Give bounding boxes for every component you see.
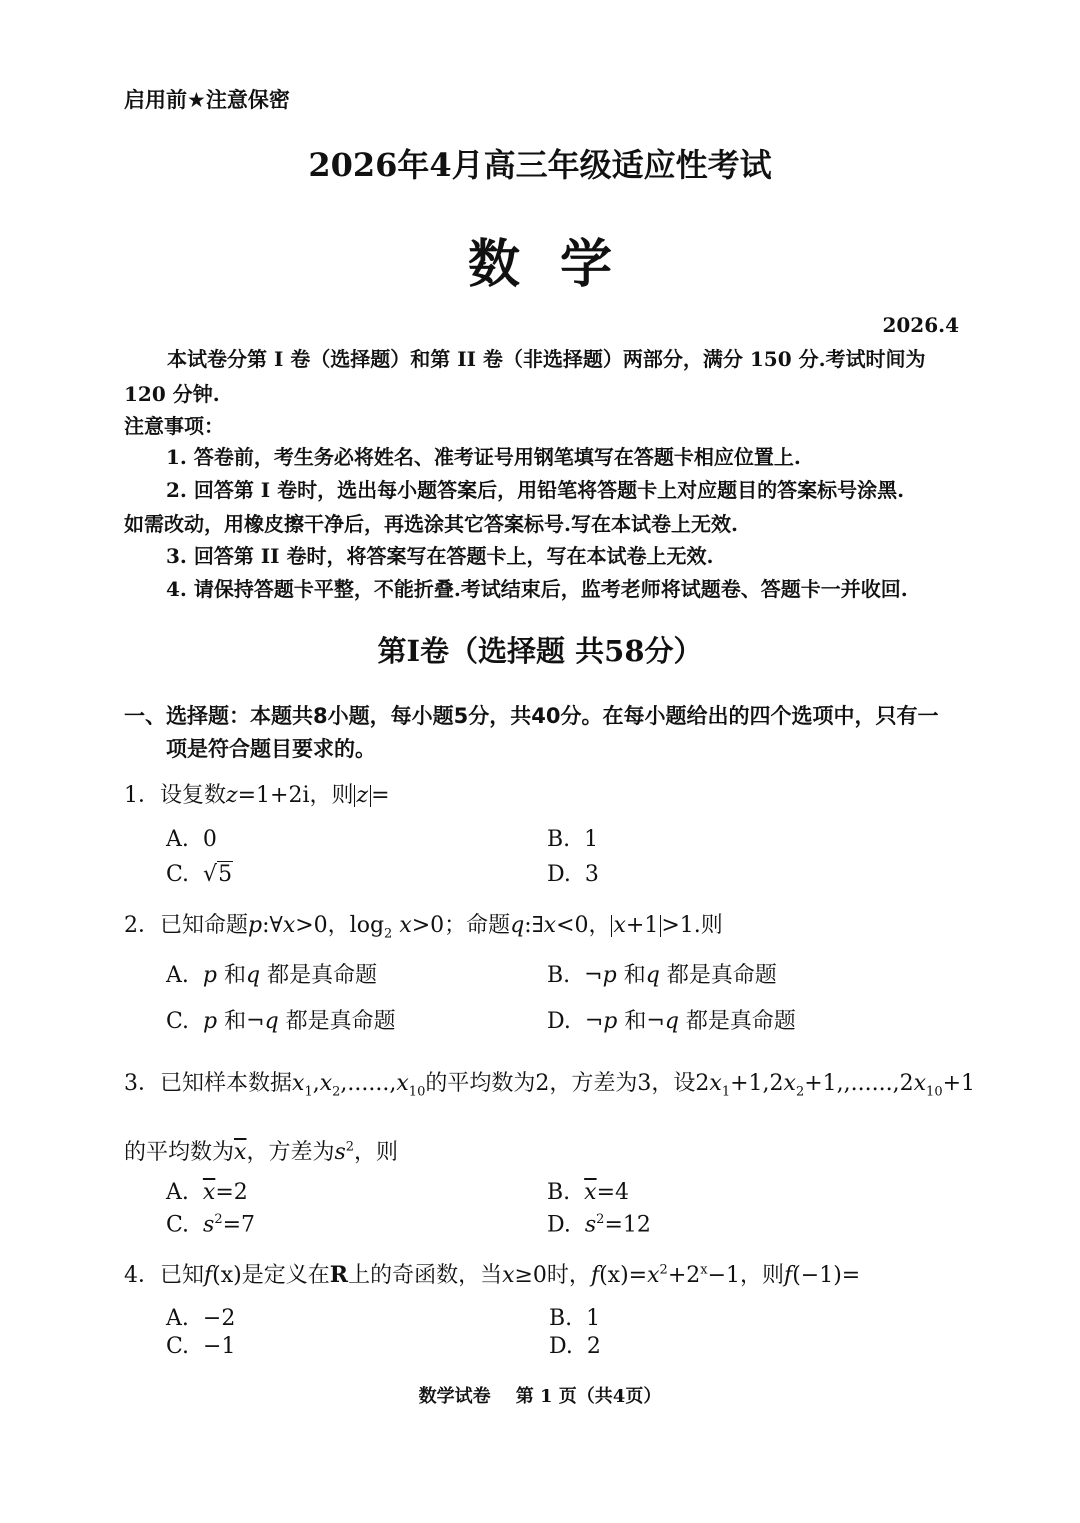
question-3-stem: 3．已知样本数据$x_1,x_2,......,x_{10}$的平均数为2，方差为3，设$2x_1+1,2x_2+1,,......,2x_{10}+1$ (124, 1071, 976, 1100)
option-label: C. (166, 1009, 190, 1034)
option-text: 3 (584, 862, 599, 887)
notice-item-3: 3. 回答第 II 卷时，将答案写在答题卡上，写在本试卷上无效. (166, 544, 714, 568)
q3-variance: 3 (637, 1071, 652, 1096)
q4-option-c (166, 1334, 235, 1359)
option-text: 和¬ (224, 1009, 265, 1034)
var-s: s (203, 1212, 215, 1238)
option-label: D. (547, 1212, 571, 1238)
var-p: p (203, 1009, 218, 1034)
q2-cond: >0， (295, 913, 350, 938)
option-text: −1 (203, 1334, 236, 1359)
q2-text-2: >0；命题 (411, 913, 511, 938)
q2-option-a (166, 958, 377, 989)
question-number: 1． (124, 783, 160, 808)
exam-date: 2026.4 (882, 313, 959, 337)
option-label: D. (549, 1334, 573, 1359)
q2-log-base: 2 (384, 926, 393, 942)
option-text: 0 (202, 827, 217, 852)
q2-option-c (166, 1004, 396, 1035)
q2-option-b (547, 958, 777, 989)
q2-var-x: x (543, 913, 557, 938)
q2-text: 已知命题 (160, 913, 249, 938)
option-label: B. (547, 827, 571, 852)
intro-line-2: 120 分钟. (124, 382, 220, 406)
subscript: 10 (408, 1084, 426, 1100)
var-x: x (292, 1071, 305, 1096)
q3-mean: 2 (535, 1071, 550, 1096)
var-q: q (664, 1009, 679, 1034)
q3-text-5: 的平均数为 (124, 1140, 235, 1165)
q4-text-3: 上的奇函数，当 (348, 1263, 503, 1288)
var-x: x (502, 1263, 515, 1288)
var-f: f (590, 1263, 600, 1288)
q2-var-q: q (510, 913, 525, 938)
q2-end: >1.则 (661, 913, 723, 938)
q1-var-z: z (226, 783, 238, 808)
question-4-stem (124, 1258, 860, 1289)
coef: 2 (695, 1071, 710, 1096)
superscript: 2 (659, 1262, 668, 1278)
q2-forall: :∀ (262, 913, 283, 938)
option-text: =12 (604, 1212, 651, 1238)
coef: 2 (769, 1071, 784, 1096)
q2-var-x: x (399, 913, 412, 938)
option-text: 都是真命题 (285, 1009, 396, 1034)
q1-text: 设复数 (160, 783, 227, 808)
var-p: p (202, 963, 217, 988)
question-3-stem-cont (124, 1135, 398, 1166)
q1-abs-value (354, 785, 372, 807)
q2-abs-value (611, 915, 662, 937)
question-number: 2． (124, 913, 160, 938)
part-heading-cont: 项是符合题目要求的。 (166, 737, 376, 761)
q1-var-z-abs: z (356, 783, 369, 808)
var-x: x (396, 1071, 409, 1096)
option-label: A. (166, 1306, 189, 1331)
q3-option-b (547, 1180, 629, 1205)
option-text: 都是真命题 (685, 1009, 796, 1034)
subscript: 2 (795, 1084, 805, 1100)
part-heading: 一、选择题：本题共8小题，每小题5分，共40分。在每小题给出的四个选项中，只有一 (124, 704, 939, 728)
option-label: C. (166, 862, 190, 887)
subscript: 1 (304, 1084, 313, 1100)
q1-option-b (547, 827, 598, 852)
real-set: R (329, 1262, 349, 1288)
x-bar: $\overline{x}$ (202, 1180, 216, 1205)
var-f: f (784, 1263, 793, 1288)
q2-var-x: x (613, 913, 626, 938)
q4-option-d (549, 1334, 601, 1359)
neg-symbol: ¬ (584, 963, 603, 988)
q4-text-4: −1，则 (707, 1263, 785, 1288)
plus-one: +1 (942, 1071, 976, 1096)
notice-item-2-cont: 如需改动，用橡皮擦干净后，再选涂其它答案标号.写在本试卷上无效. (124, 512, 738, 536)
q3-text-3: ，方差为 (549, 1071, 638, 1096)
option-text: 2 (586, 1334, 601, 1359)
option-label: A. (166, 1180, 189, 1205)
arg-x: (x) (212, 1263, 242, 1288)
notice-item-1: 1. 答卷前，考生务必将姓名、准考证号用钢笔填写在答题卡相应位置上. (166, 445, 801, 469)
option-text: −2 (202, 1306, 236, 1331)
option-label: D. (547, 862, 571, 887)
exam-title: 2026年4月高三年级适应性考试 (308, 146, 772, 184)
q4-cond: ≥0时， (514, 1263, 591, 1288)
sqrt-symbol: √5 (203, 862, 233, 887)
q2-exists: :∃ (524, 913, 544, 938)
q3-option-c (166, 1212, 255, 1237)
notice-item-2: 2. 回答第 I 卷时，选出每小题答案后，用铅笔将答题卡上对应题目的答案标号涂黑. (166, 478, 905, 502)
x-bar: $\overline{x}$ (584, 1180, 597, 1205)
option-label: D. (547, 1009, 571, 1034)
superscript: 2 (596, 1212, 605, 1227)
q1-equation: =1+2i，则 (237, 783, 354, 808)
q3-text: 已知样本数据 (160, 1071, 293, 1096)
option-label: C. (166, 1334, 190, 1359)
q3-option-d (547, 1212, 651, 1237)
var-f: f (204, 1263, 213, 1288)
var-x: x (783, 1071, 796, 1096)
notice-item-4: 4. 请保持答题卡平整，不能折叠.考试结束后，监考老师将试题卷、答题卡一并收回. (166, 577, 908, 601)
plus-two: +2 (667, 1263, 701, 1288)
arg-x: (x) (599, 1263, 629, 1288)
q2-var-p: p (248, 913, 263, 938)
var-s: s (584, 1212, 597, 1238)
option-text: =4 (596, 1180, 630, 1205)
coef: 2 (899, 1071, 914, 1096)
var-q: q (246, 963, 261, 988)
q4-option-b (549, 1306, 600, 1331)
option-label: A. (166, 827, 189, 852)
q4-end: (−1)= (792, 1263, 861, 1288)
subscript: 10 (926, 1084, 943, 1100)
x-bar: $\overline{x}$ (234, 1140, 247, 1165)
ellipsis: ,......, (340, 1071, 397, 1096)
option-text: 1 (584, 827, 599, 852)
question-2-stem (124, 908, 723, 941)
var-x: x (319, 1071, 333, 1096)
q2-abs-inner: +1 (625, 913, 659, 938)
q3-text-6: ，方差为 (246, 1140, 335, 1165)
option-text: 都是真命题 (267, 963, 378, 988)
q4-option-a (166, 1306, 235, 1331)
option-label: A. (166, 963, 189, 988)
option-label: B. (547, 1180, 571, 1205)
option-text: =2 (215, 1180, 248, 1205)
q3-text-7: ，则 (354, 1140, 399, 1165)
option-label: B. (547, 963, 571, 988)
option-text: 和 (623, 963, 646, 988)
ellipsis: ,......, (843, 1071, 900, 1096)
q1-equals: = (371, 783, 390, 808)
q2-log: log (349, 913, 385, 938)
question-number: 4． (124, 1263, 160, 1288)
equals: = (628, 1263, 648, 1288)
option-text: 都是真命题 (666, 963, 777, 988)
q4-text: 已知 (160, 1263, 205, 1288)
q1-option-d (547, 862, 599, 887)
q3-text-2: 的平均数为 (425, 1071, 536, 1096)
option-label: B. (549, 1306, 573, 1331)
plus-one: +1, (730, 1071, 770, 1096)
option-text: =7 (222, 1212, 256, 1238)
option-text: 和¬ (624, 1009, 665, 1034)
q2-cond-2: <0， (556, 913, 611, 938)
q2-option-d (547, 1004, 796, 1035)
notice-title: 注意事项： (124, 414, 224, 438)
option-label: C. (166, 1212, 190, 1238)
superscript-x: x (700, 1262, 708, 1278)
q4-text-2: 是定义在 (241, 1263, 330, 1288)
subject-title: 数学 (467, 234, 652, 295)
q3-option-a (166, 1180, 248, 1205)
option-text: 和 (223, 963, 246, 988)
q1-option-c (166, 862, 233, 887)
radicand: 5 (218, 862, 233, 887)
q3-text-4: ，设 (651, 1071, 696, 1096)
superscript: 2 (345, 1139, 355, 1155)
question-1-stem (124, 778, 390, 809)
confidential-label: 启用前★注意保密 (124, 88, 290, 112)
var-x: x (647, 1263, 660, 1288)
q2-var-x: x (282, 913, 296, 938)
intro-line-1: 本试卷分第 I 卷（选择题）和第 II 卷（非选择题）两部分，满分 150 分.考试时间为 (167, 347, 926, 371)
var-p: p (603, 1009, 618, 1034)
q1-option-a (166, 827, 217, 852)
var-p: p (602, 963, 617, 988)
subscript: 2 (332, 1084, 341, 1100)
var-x: x (709, 1071, 722, 1096)
plus-one: +1, (804, 1071, 844, 1096)
var-x: x (913, 1071, 927, 1096)
var-q: q (645, 963, 660, 988)
var-q: q (264, 1009, 279, 1034)
var-s: s (334, 1140, 346, 1165)
subscript: 1 (721, 1084, 731, 1100)
page-footer: 数学试卷 第 1 页（共4页） (418, 1386, 662, 1407)
option-text: 1 (586, 1306, 601, 1331)
superscript: 2 (214, 1212, 223, 1227)
neg-symbol: ¬ (584, 1009, 604, 1034)
section-title: 第I卷（选择题 共58分） (377, 634, 703, 668)
question-number: 3． (124, 1071, 160, 1096)
